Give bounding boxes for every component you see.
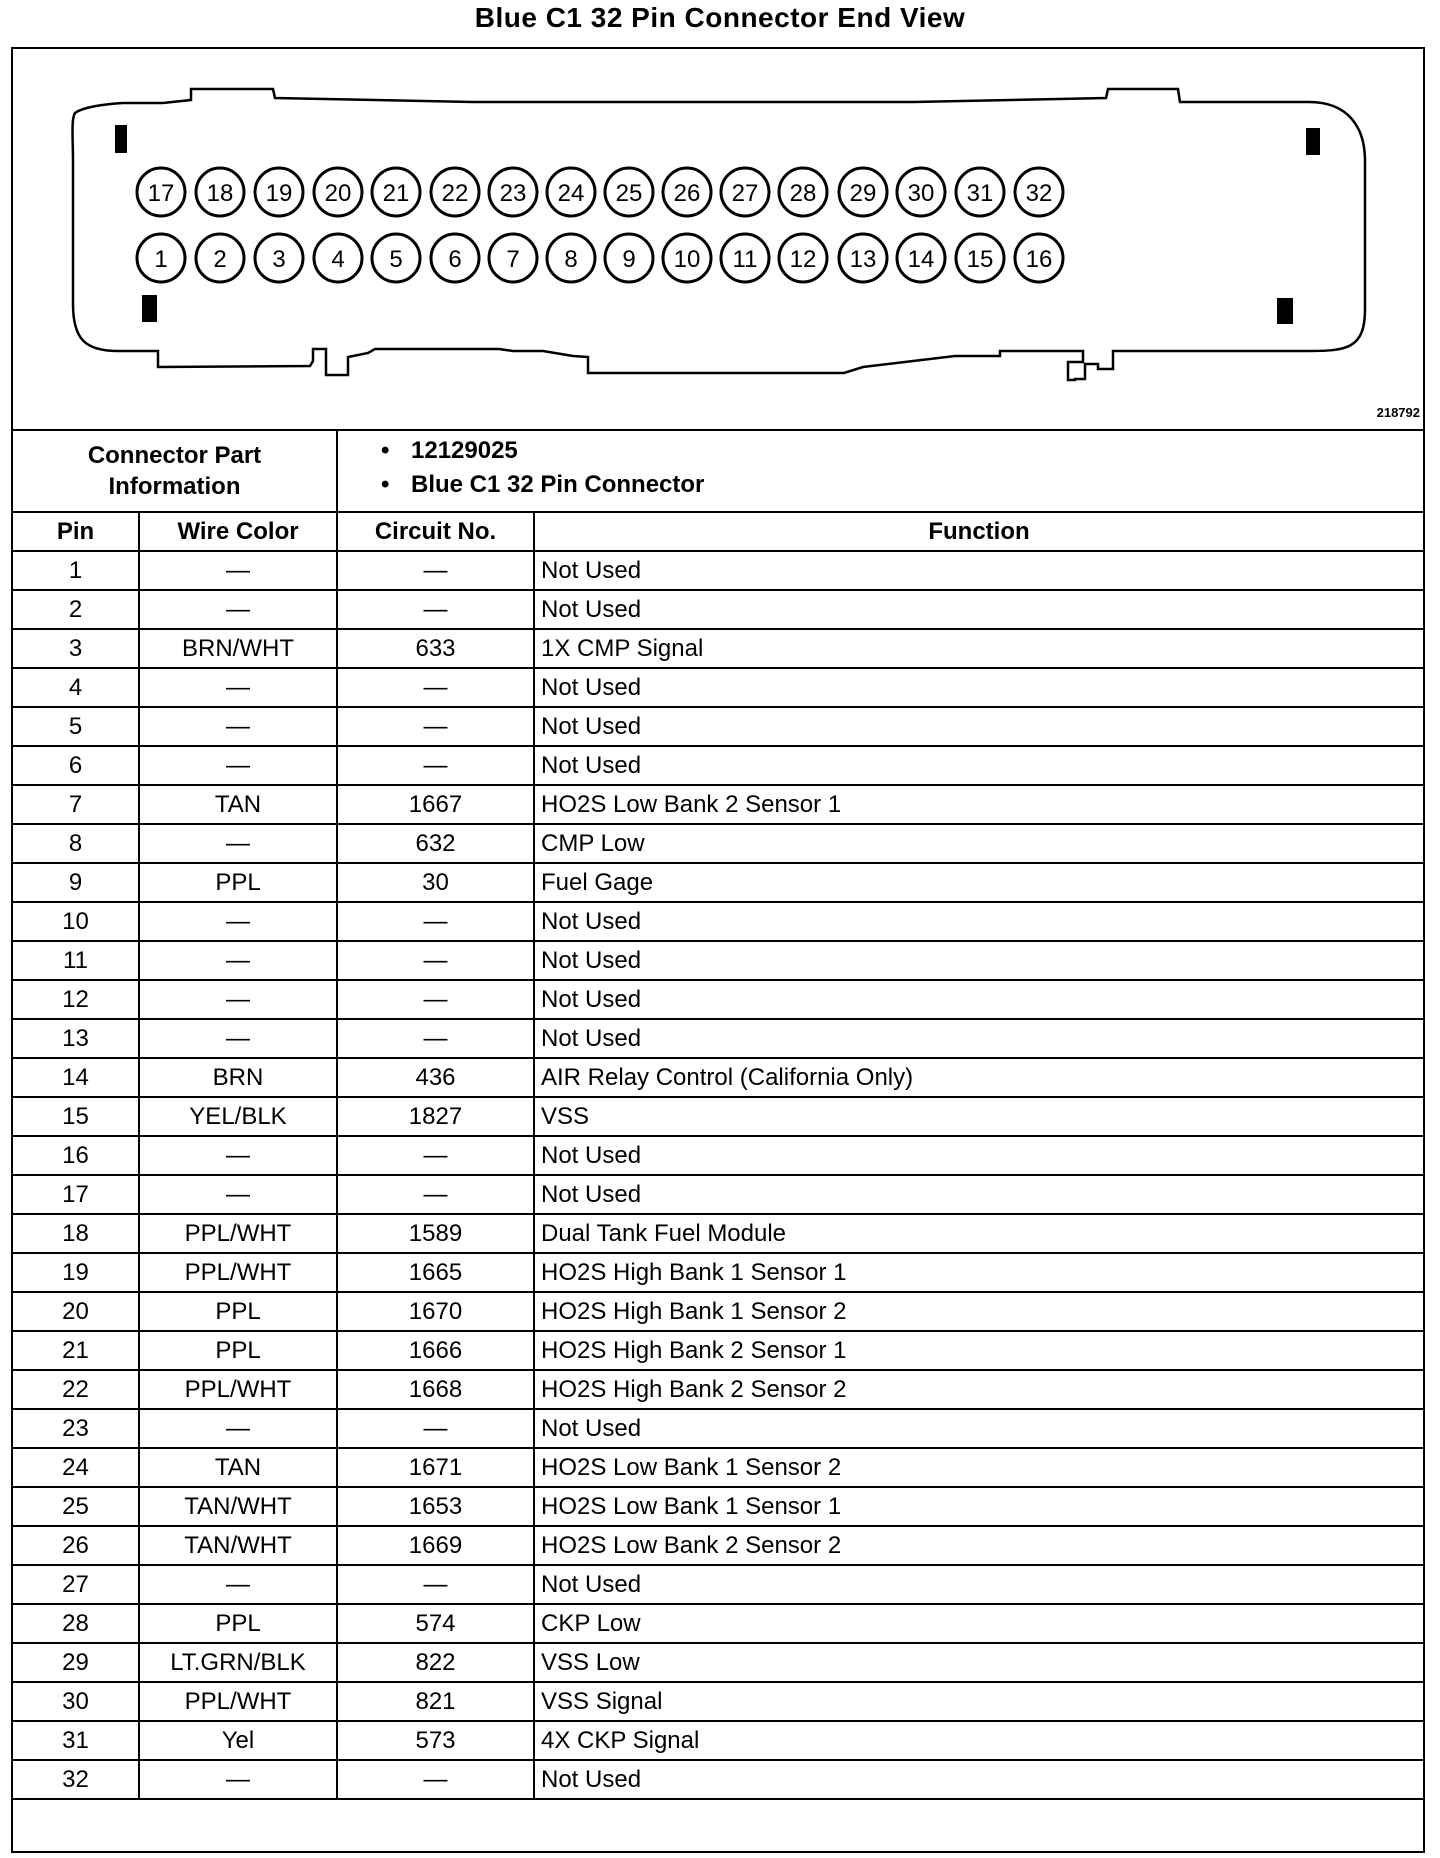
cell-wire-color: TAN — [139, 785, 337, 824]
header-circuit-no: Circuit No. — [337, 512, 534, 551]
pin-number: 31 — [966, 180, 994, 207]
pin-top_row-4 — [372, 168, 420, 216]
pin-top_row-8 — [605, 168, 653, 216]
cell-function: VSS Low — [534, 1643, 1423, 1682]
cell-wire-color: — — [139, 1409, 337, 1448]
cell-wire-color: — — [139, 1565, 337, 1604]
pin-number: 27 — [731, 180, 759, 207]
pin-bottom_row-4 — [372, 234, 420, 282]
table-row — [13, 1643, 1423, 1682]
pin-top_row-0 — [137, 168, 185, 216]
cell-function: Not Used — [534, 1175, 1423, 1214]
table-row — [13, 1058, 1423, 1097]
cell-pin: 13 — [13, 1019, 139, 1058]
table-row — [13, 1760, 1423, 1799]
cell-wire-color: LT.GRN/BLK — [139, 1643, 337, 1682]
cell-pin: 4 — [13, 668, 139, 707]
pin-top_row-2 — [255, 168, 303, 216]
pin-number: 6 — [448, 246, 462, 273]
cell-function: Not Used — [534, 902, 1423, 941]
pin-number: 22 — [441, 180, 469, 207]
cell-pin: 27 — [13, 1565, 139, 1604]
cell-wire-color: — — [139, 1136, 337, 1175]
pin-bottom_row-8 — [605, 234, 653, 282]
table-row — [13, 629, 1423, 668]
connector-name-line — [381, 471, 704, 499]
table-row — [13, 1253, 1423, 1292]
pin-number: 25 — [615, 180, 643, 207]
pin-bottom_row-10 — [721, 234, 769, 282]
cell-function: CKP Low — [534, 1604, 1423, 1643]
pin-number: 17 — [147, 180, 175, 207]
pin-top_row-7 — [547, 168, 595, 216]
table-row — [13, 1331, 1423, 1370]
bullet: • — [381, 437, 390, 464]
cell-wire-color: TAN/WHT — [139, 1487, 337, 1526]
table-row — [13, 1097, 1423, 1136]
pin-number: 5 — [389, 246, 403, 273]
cell-pin: 18 — [13, 1214, 139, 1253]
cell-wire-color: TAN — [139, 1448, 337, 1487]
pin-number: 18 — [206, 180, 234, 207]
cell-circuit-no: — — [337, 1409, 534, 1448]
table-row — [13, 1604, 1423, 1643]
cell-function: Not Used — [534, 1409, 1423, 1448]
table-row — [13, 1292, 1423, 1331]
cell-circuit-no: 1665 — [337, 1253, 534, 1292]
pin-number: 8 — [564, 246, 578, 273]
cell-circuit-no: 436 — [337, 1058, 534, 1097]
table-row — [13, 1214, 1423, 1253]
table-header-row — [13, 512, 1423, 551]
cell-circuit-no: 1668 — [337, 1370, 534, 1409]
cell-pin: 9 — [13, 863, 139, 902]
cell-circuit-no: — — [337, 668, 534, 707]
cell-wire-color: PPL/WHT — [139, 1370, 337, 1409]
pin-bottom_row-14 — [956, 234, 1004, 282]
cell-function: HO2S Low Bank 1 Sensor 2 — [534, 1448, 1423, 1487]
cell-function: 1X CMP Signal — [534, 629, 1423, 668]
pin-number: 10 — [673, 246, 701, 273]
pin-top_row-15 — [1015, 168, 1063, 216]
pin-table — [13, 511, 1423, 1800]
cell-pin: 2 — [13, 590, 139, 629]
cell-circuit-no: 822 — [337, 1643, 534, 1682]
table-row — [13, 1526, 1423, 1565]
figure-id: 218792 — [1376, 405, 1420, 420]
cell-pin: 32 — [13, 1760, 139, 1799]
cell-pin: 15 — [13, 1097, 139, 1136]
pin-top_row-6 — [489, 168, 537, 216]
pin-number: 14 — [907, 246, 935, 273]
cell-function: Not Used — [534, 551, 1423, 590]
pin-number: 4 — [331, 246, 345, 273]
cell-circuit-no: — — [337, 980, 534, 1019]
cell-function: Not Used — [534, 1136, 1423, 1175]
cell-function: Not Used — [534, 1565, 1423, 1604]
table-row — [13, 1487, 1423, 1526]
connector-name: Blue C1 32 Pin Connector — [411, 471, 705, 498]
cell-function: HO2S High Bank 2 Sensor 1 — [534, 1331, 1423, 1370]
pin-number: 15 — [966, 246, 994, 273]
cell-wire-color: PPL/WHT — [139, 1253, 337, 1292]
cell-pin: 6 — [13, 746, 139, 785]
cell-circuit-no: — — [337, 1175, 534, 1214]
pin-number: 9 — [622, 246, 636, 273]
cell-wire-color: YEL/BLK — [139, 1097, 337, 1136]
table-row — [13, 863, 1423, 902]
cell-wire-color: — — [139, 1175, 337, 1214]
cell-circuit-no: — — [337, 1136, 534, 1175]
cell-function: Not Used — [534, 1019, 1423, 1058]
cell-pin: 30 — [13, 1682, 139, 1721]
pin-number: 13 — [849, 246, 877, 273]
cell-function: Not Used — [534, 980, 1423, 1019]
cell-wire-color: BRN — [139, 1058, 337, 1097]
pin-bottom_row-2 — [255, 234, 303, 282]
cell-circuit-no: 1669 — [337, 1526, 534, 1565]
table-row — [13, 902, 1423, 941]
table-row — [13, 707, 1423, 746]
pin-top_row-11 — [779, 168, 827, 216]
cell-circuit-no: — — [337, 707, 534, 746]
cell-pin: 7 — [13, 785, 139, 824]
cell-function: AIR Relay Control (California Only) — [534, 1058, 1423, 1097]
key-block-bottom-right — [1277, 298, 1293, 324]
cell-wire-color: — — [139, 980, 337, 1019]
page-title: Blue C1 32 Pin Connector End View — [474, 2, 966, 33]
cell-function: HO2S Low Bank 2 Sensor 2 — [534, 1526, 1423, 1565]
pin-top_row-3 — [314, 168, 362, 216]
table-row — [13, 668, 1423, 707]
table-row — [13, 551, 1423, 590]
pin-number: 3 — [272, 246, 286, 273]
cell-wire-color: — — [139, 668, 337, 707]
bullet: • — [381, 471, 390, 498]
cell-pin: 17 — [13, 1175, 139, 1214]
table-row — [13, 1565, 1423, 1604]
table-row — [13, 746, 1423, 785]
cell-pin: 8 — [13, 824, 139, 863]
cell-function: HO2S High Bank 1 Sensor 1 — [534, 1253, 1423, 1292]
cell-pin: 16 — [13, 1136, 139, 1175]
table-row — [13, 941, 1423, 980]
cell-pin: 28 — [13, 1604, 139, 1643]
cell-function: CMP Low — [534, 824, 1423, 863]
cell-wire-color: — — [139, 707, 337, 746]
cell-function: HO2S Low Bank 1 Sensor 1 — [534, 1487, 1423, 1526]
cell-function: 4X CKP Signal — [534, 1721, 1423, 1760]
pin-number: 28 — [789, 180, 817, 207]
pin-number: 16 — [1025, 246, 1053, 273]
connector-end-view-diagram — [13, 49, 1423, 427]
pin-bottom_row-3 — [314, 234, 362, 282]
cell-wire-color: PPL/WHT — [139, 1214, 337, 1253]
pin-number: 19 — [265, 180, 293, 207]
pin-bottom_row-7 — [547, 234, 595, 282]
pin-bottom_row-11 — [779, 234, 827, 282]
pin-number: 29 — [849, 180, 877, 207]
pin-bottom_row-13 — [897, 234, 945, 282]
cell-pin: 22 — [13, 1370, 139, 1409]
cell-pin: 5 — [13, 707, 139, 746]
pin-number: 21 — [382, 180, 410, 207]
pin-bottom_row-15 — [1015, 234, 1063, 282]
key-block-top-right — [1306, 128, 1320, 155]
cell-wire-color: — — [139, 824, 337, 863]
cell-circuit-no: — — [337, 746, 534, 785]
cell-circuit-no: — — [337, 1019, 534, 1058]
cell-circuit-no: 1670 — [337, 1292, 534, 1331]
pin-top_row-14 — [956, 168, 1004, 216]
cell-circuit-no: 632 — [337, 824, 534, 863]
pin-top_row-1 — [196, 168, 244, 216]
pin-number: 11 — [732, 246, 758, 273]
pin-number: 23 — [499, 180, 527, 207]
cell-wire-color: — — [139, 902, 337, 941]
cell-wire-color: BRN/WHT — [139, 629, 337, 668]
cell-wire-color: PPL — [139, 1604, 337, 1643]
table-row — [13, 980, 1423, 1019]
table-row — [13, 1682, 1423, 1721]
cell-pin: 10 — [13, 902, 139, 941]
table-row — [13, 590, 1423, 629]
cell-function: Dual Tank Fuel Module — [534, 1214, 1423, 1253]
cell-wire-color: — — [139, 746, 337, 785]
cell-wire-color: Yel — [139, 1721, 337, 1760]
table-row — [13, 1019, 1423, 1058]
cell-pin: 25 — [13, 1487, 139, 1526]
pin-number: 24 — [557, 180, 585, 207]
pin-number: 30 — [907, 180, 935, 207]
cell-function: HO2S Low Bank 2 Sensor 1 — [534, 785, 1423, 824]
pin-number: 32 — [1025, 180, 1053, 207]
cell-pin: 23 — [13, 1409, 139, 1448]
cell-circuit-no: 1653 — [337, 1487, 534, 1526]
cell-function: Not Used — [534, 590, 1423, 629]
cell-circuit-no: 1667 — [337, 785, 534, 824]
cell-function: HO2S High Bank 2 Sensor 2 — [534, 1370, 1423, 1409]
pin-number: 2 — [213, 246, 227, 273]
info-label-line2: Information — [108, 473, 241, 500]
cell-pin: 3 — [13, 629, 139, 668]
cell-pin: 20 — [13, 1292, 139, 1331]
pin-bottom_row-12 — [839, 234, 887, 282]
pin-number: 12 — [789, 246, 817, 273]
cell-circuit-no: 821 — [337, 1682, 534, 1721]
cell-function: Not Used — [534, 746, 1423, 785]
cell-circuit-no: 1666 — [337, 1331, 534, 1370]
pin-bottom_row-9 — [663, 234, 711, 282]
cell-wire-color: — — [139, 1019, 337, 1058]
table-row — [13, 1175, 1423, 1214]
cell-function: VSS — [534, 1097, 1423, 1136]
table-row — [13, 1136, 1423, 1175]
cell-circuit-no: — — [337, 1565, 534, 1604]
connector-part-info — [13, 429, 1423, 513]
table-row — [13, 785, 1423, 824]
header-wire-color: Wire Color — [139, 512, 337, 551]
cell-circuit-no: — — [337, 551, 534, 590]
cell-wire-color: PPL — [139, 1331, 337, 1370]
pin-number: 20 — [324, 180, 352, 207]
cell-pin: 24 — [13, 1448, 139, 1487]
cell-wire-color: — — [139, 1760, 337, 1799]
pin-bottom_row-5 — [431, 234, 479, 282]
pin-top_row-12 — [839, 168, 887, 216]
cell-pin: 11 — [13, 941, 139, 980]
pin-top_row-10 — [721, 168, 769, 216]
part-number-line — [381, 437, 518, 465]
header-function: Function — [534, 512, 1423, 551]
pin-number: 1 — [154, 246, 168, 273]
cell-function: Not Used — [534, 1760, 1423, 1799]
cell-pin: 1 — [13, 551, 139, 590]
key-block-top-left — [115, 125, 127, 153]
cell-function: HO2S High Bank 1 Sensor 2 — [534, 1292, 1423, 1331]
cell-circuit-no: 633 — [337, 629, 534, 668]
cell-circuit-no: 1589 — [337, 1214, 534, 1253]
cell-circuit-no: 1827 — [337, 1097, 534, 1136]
cell-wire-color: PPL — [139, 1292, 337, 1331]
table-row — [13, 1721, 1423, 1760]
cell-function: Not Used — [534, 668, 1423, 707]
connector-part-info-label — [13, 431, 338, 511]
table-row — [13, 1448, 1423, 1487]
cell-function: Not Used — [534, 707, 1423, 746]
pin-top_row-9 — [663, 168, 711, 216]
pin-top_row-5 — [431, 168, 479, 216]
cell-circuit-no: 1671 — [337, 1448, 534, 1487]
cell-pin: 26 — [13, 1526, 139, 1565]
connector-outline — [73, 89, 1366, 380]
cell-wire-color: — — [139, 941, 337, 980]
cell-circuit-no: — — [337, 1760, 534, 1799]
cell-wire-color: PPL/WHT — [139, 1682, 337, 1721]
pin-number: 7 — [506, 246, 520, 273]
cell-wire-color: — — [139, 551, 337, 590]
info-label-line1: Connector Part — [87, 442, 262, 469]
cell-wire-color: PPL — [139, 863, 337, 902]
cell-function: VSS Signal — [534, 1682, 1423, 1721]
table-row — [13, 824, 1423, 863]
pin-number: 26 — [673, 180, 701, 207]
table-row — [13, 1409, 1423, 1448]
cell-wire-color: TAN/WHT — [139, 1526, 337, 1565]
cell-circuit-no: 573 — [337, 1721, 534, 1760]
cell-circuit-no: — — [337, 941, 534, 980]
pin-top_row-13 — [897, 168, 945, 216]
cell-pin: 29 — [13, 1643, 139, 1682]
cell-function: Not Used — [534, 941, 1423, 980]
cell-pin: 21 — [13, 1331, 139, 1370]
cell-pin: 19 — [13, 1253, 139, 1292]
cell-function: Fuel Gage — [534, 863, 1423, 902]
header-pin: Pin — [13, 512, 139, 551]
cell-pin: 14 — [13, 1058, 139, 1097]
pin-bottom_row-1 — [196, 234, 244, 282]
cell-circuit-no: 30 — [337, 863, 534, 902]
cell-pin: 12 — [13, 980, 139, 1019]
table-row — [13, 1370, 1423, 1409]
cell-circuit-no: — — [337, 902, 534, 941]
cell-circuit-no: 574 — [337, 1604, 534, 1643]
key-block-bottom-left — [142, 295, 157, 322]
part-number: 12129025 — [411, 437, 518, 464]
cell-wire-color: — — [139, 590, 337, 629]
cell-circuit-no: — — [337, 590, 534, 629]
pin-bottom_row-0 — [137, 234, 185, 282]
cell-pin: 31 — [13, 1721, 139, 1760]
pin-bottom_row-6 — [489, 234, 537, 282]
